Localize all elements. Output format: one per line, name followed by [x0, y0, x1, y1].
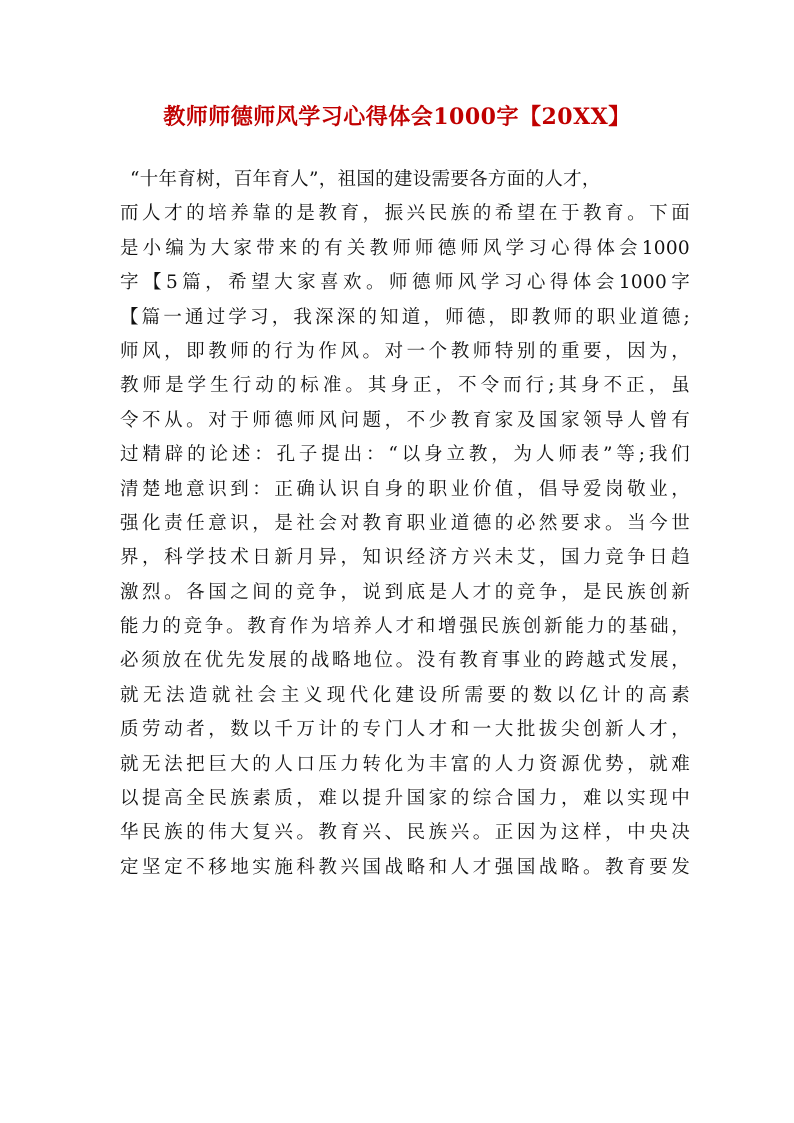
document-body — [120, 163, 690, 885]
body-line: 定坚定不移地实施科教兴国战略和人才强国战略。教育要发 — [120, 856, 690, 878]
body-line: 令不从。对于师德师风问题，不少教育家及国家领导人曾有 — [120, 409, 690, 431]
body-line: 教师是学生行动的标准。其身正，不令而行;其身不正，虽 — [120, 375, 690, 397]
body-line: 以提高全民族素质，难以提升国家的综合国力，难以实现中 — [120, 788, 690, 810]
body-line: 激烈。各国之间的竞争，说到底是人才的竞争，是民族创新 — [120, 581, 690, 603]
document-title: 教师师德师风学习心得体会1000字【20XX】 — [163, 104, 631, 130]
body-line: 必须放在优先发展的战略地位。没有教育事业的跨越式发展， — [120, 650, 690, 672]
body-line: 就无法造就社会主义现代化建设所需要的数以亿计的高素 — [120, 684, 690, 706]
body-line: 师风，即教师的行为作风。对一个教师特别的重要，因为， — [120, 340, 690, 362]
body-line: 能力的竞争。教育作为培养人才和增强民族创新能力的基础， — [120, 616, 690, 638]
body-line: 过精辟的论述：孔子提出：“以身立教，为人师表”等;我们 — [120, 444, 690, 466]
body-line: 字【5篇，希望大家喜欢。师德师风学习心得体会1000字 — [120, 272, 690, 294]
body-line: 华民族的伟大复兴。教育兴、民族兴。正因为这样，中央决 — [120, 822, 690, 844]
body-line: 而人才的培养靠的是教育，振兴民族的希望在于教育。下面 — [120, 203, 690, 225]
body-line: 是小编为大家带来的有关教师师德师风学习心得体会1000 — [120, 237, 690, 259]
body-line: “十年育树，百年育人”，祖国的建设需要各方面的人才， — [130, 169, 601, 190]
body-line: 清楚地意识到：正确认识自身的职业价值，倡导爱岗敬业， — [120, 478, 690, 500]
body-line: 就无法把巨大的人口压力转化为丰富的人力资源优势，就难 — [120, 753, 690, 775]
body-line: 界，科学技术日新月异，知识经济方兴未艾，国力竞争日趋 — [120, 547, 690, 569]
body-line: 【篇一通过学习，我深深的知道，师德，即教师的职业道德; — [120, 306, 690, 328]
body-line: 强化责任意识，是社会对教育职业道德的必然要求。当今世 — [120, 512, 690, 534]
body-line: 质劳动者，数以千万计的专门人才和一大批拔尖创新人才， — [120, 719, 690, 741]
